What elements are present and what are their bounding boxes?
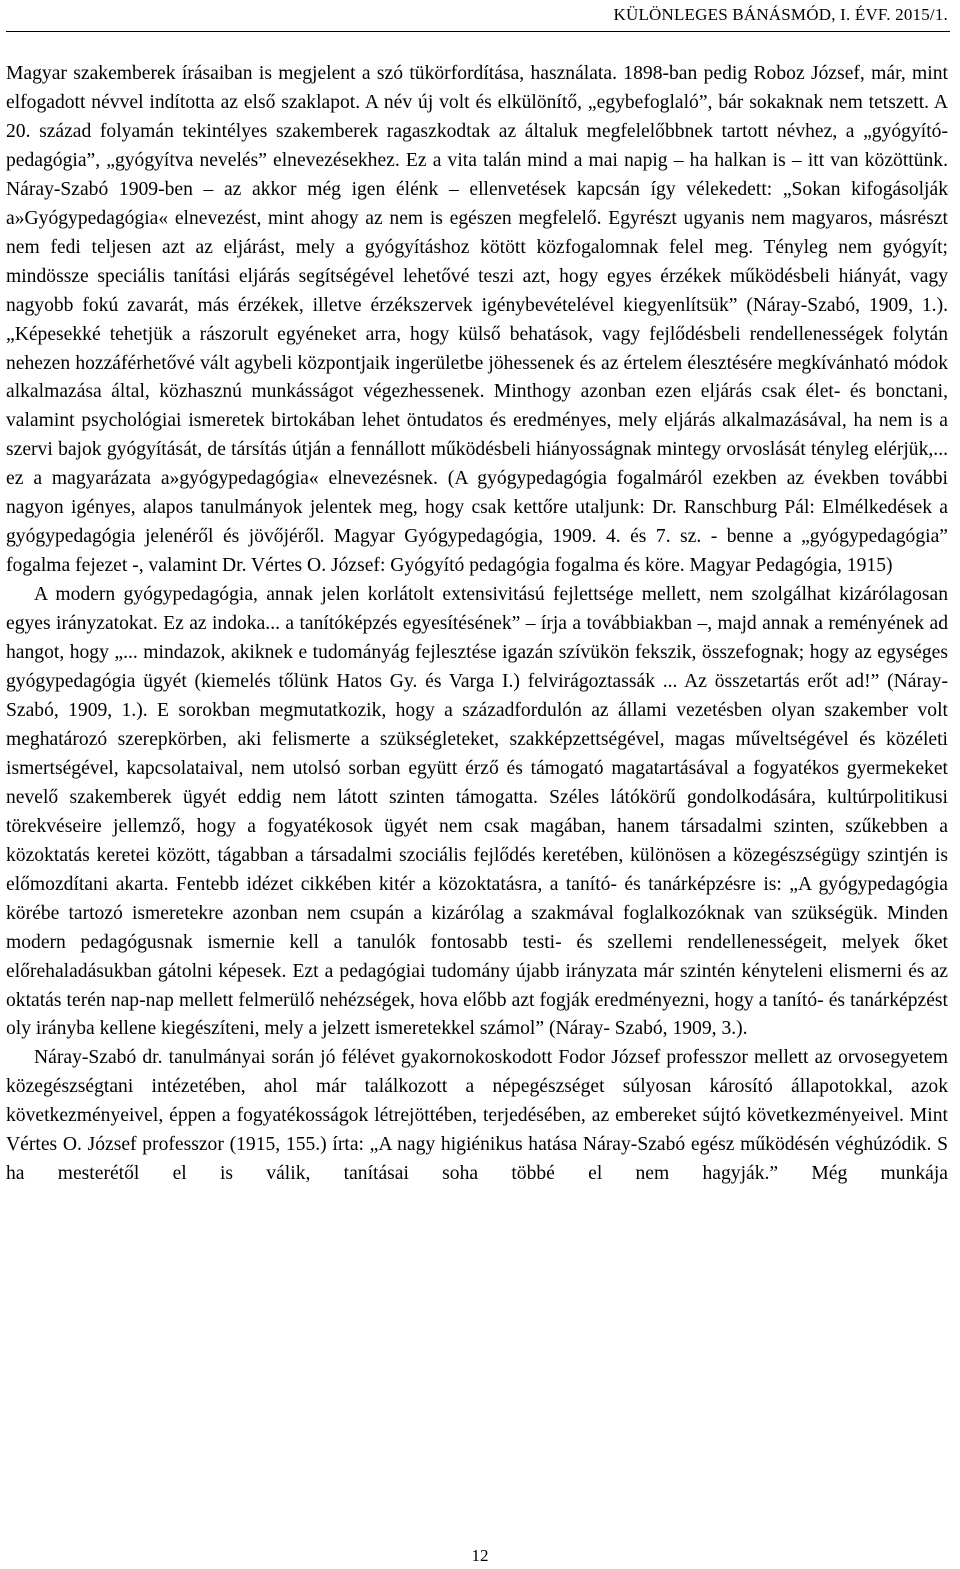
header-rule: [6, 31, 950, 32]
body-text: [6, 60, 948, 1189]
page-number: 12: [471, 1546, 489, 1565]
paragraph-1: Magyar szakemberek írásaiban is megjelent a szó tükörfordítása, használata. 1898-ban pedig Roboz József, már, mint elfogadott névvel indította az első szaklapot. A név új volt és elkülönítő, „egybefoglaló”, bár sokaknak nem tetszett. A 20. század folyamán tekintélyes szakemberek ragaszkodtak az általuk megfelelőbbnek tartott névhez, a „gyógyító-pedagógia”, „gyógyítva nevelés” elnevezésekhez. Ez a vita talán mind a mai napig – ha halkan is – itt van közöttünk. Náray-Szabó 1909-ben – az akkor még igen élénk – ellenvetések kapcsán így vélekedett: „Sokan kifogásolják a»Gyógypedagógia« elnevezést, mint ahogy az nem is egészen megfelelő. Egyrészt ugyanis nem magyaros, másrészt nem fedi teljesen azt az eljárást, mely a gyógyításhoz kötött közfogalomnak felel meg. Tényleg nem gyógyít; mindössze speciális tanítási eljárás segítségével lehetővé teszi azt, hogy egyes érzékek működésbeli hiányát, vagy nagyobb fokú zavarát, más érzékek, illetve érzékszervek igénybevételével kiegyenlítsük” (Náray-Szabó, 1909, 1.). „Képesekké tehetjük a rászorult egyéneket arra, hogy külső behatások, vagy fejlődésbeli rendellenességek folytán nehezen hozzáférhetővé vált agybeli központjaik ingerületbe jöhessenek és az értelem élesztésére megkívánható módok alkalmazása által, közhasznú munkásságot végezhessenek. Minthogy azonban ezen eljárás csak élet- és bonctani, valamint psychológiai ismeretek birtokában lehet öntudatos és eredményes, mely eljárás alkalmazásával, ha nem is a szervi bajok gyógyítását, de társítás útján a fennállott működésbeli hiányosságnak mintegy orvoslását tényleg elérjük,... ez a magyarázata a»gyógypedagógia« elnevezésnek. (A gyógypedagógia fogalmáról ezekben az években további nagyon igényes, alapos tanulmányok jelentek meg, hogy csak kettőre utaljunk: Dr. Ranschburg Pál: Elmélkedések a gyógypedagógia jelenéről és jövőjéről. Magyar Gyógypedagógia, 1909. 4. és 7. sz. - benne a „gyógypedagógia” fogalma fejezet -, valamint Dr. Vértes O. József: Gyógyító pedagógia fogalma és köre. Magyar Pedagógia, 1915): [6, 63, 948, 577]
paragraph-2: A modern gyógypedagógia, annak jelen korlátolt extensivitású fejlettsége mellett, nem szolgálhat kizárólagosan egyes irányzatokat. Ez az indoka... a tanítóképzés egyesítésének” – írja a továbbiakban –, majd annak a reményének ad hangot, hogy „... mindazok, akiknek e tudományág fejlesztése igazán szívükön fekszik, összefognak; hogy az egységes gyógypedagógia ügyét (kiemelés tőlünk Hatos Gy. és Varga I.) felvirágoztassák ... Az összetartás erőt ad!” (Náray-Szabó, 1909, 1.). E sorokban megmutatkozik, hogy a századfordulón az állami vezetésben olyan szakember volt meghatározó szerepkörben, aki felismerte a szükségleteket, szakképzettségével, magas műveltségével és közéleti ismertségével, kapcsolataival, nem utolsó sorban együtt érző és támogató magatartásával a fogyatékos gyermekeket nevelő szakemberek ügyét eddig nem látott szinten támogatta. Széles látókörű gondolkodására, kultúrpolitikusi törekvéseire jellemző, hogy a fogyatékosok ügyét nem csak magában, hanem társadalmi szinten, szűkebben a közoktatás keretei között, tágabban a társadalmi szociális fejlődés keretében, különösen a közegészségügy szintjén is előmozdítani akarta. Fentebb idézet cikkében kitér a közoktatásra, a tanító- és tanárképzésre is: „A gyógypedagógia körébe tartozó ismeretekre azonban nem csupán a kizárólag a szakmával foglalkozóknak van szükségük. Minden modern pedagógusnak ismernie kell a tanulók fontosabb testi- és szellemi rendellenességeit, melyek őket előrehaladásukban gátolni képesek. Ezt a pedagógiai tudomány újabb irányzata már szintén kényteleni elismerni és az oktatás terén nap-nap mellett felmerülő nehézségek, hova előbb azt fogják eredményezni, hogy a tanító- és tanárképzést oly irányba kellene kiegészíteni, mely a jelzett ismeretekkel számol” (Náray- Szabó, 1909, 3.).: [6, 584, 948, 1040]
running-header: KÜLÖNLEGES BÁNÁSMÓD, I. ÉVF. 2015/1.: [613, 5, 948, 24]
paragraph-3: Náray-Szabó dr. tanulmányai során jó félévet gyakornokoskodott Fodor József professzor mellett az orvosegyetem közegészségtani intézetében, ahol már találkozott a népegészséget súlyosan károsító állapotokkal, azok következményeivel, éppen a fogyatékosságok létrejöttében, terjedésében, az embereket sújtó következményeivel. Mint Vértes O. József professzor (1915, 155.) írta: „A nagy higiénikus hatása Náray-Szabó egész működésén véghúzódik. S ha mesterétől el is válik, tanításai soha többé el nem hagyják.” Még munkája: [6, 1047, 948, 1185]
